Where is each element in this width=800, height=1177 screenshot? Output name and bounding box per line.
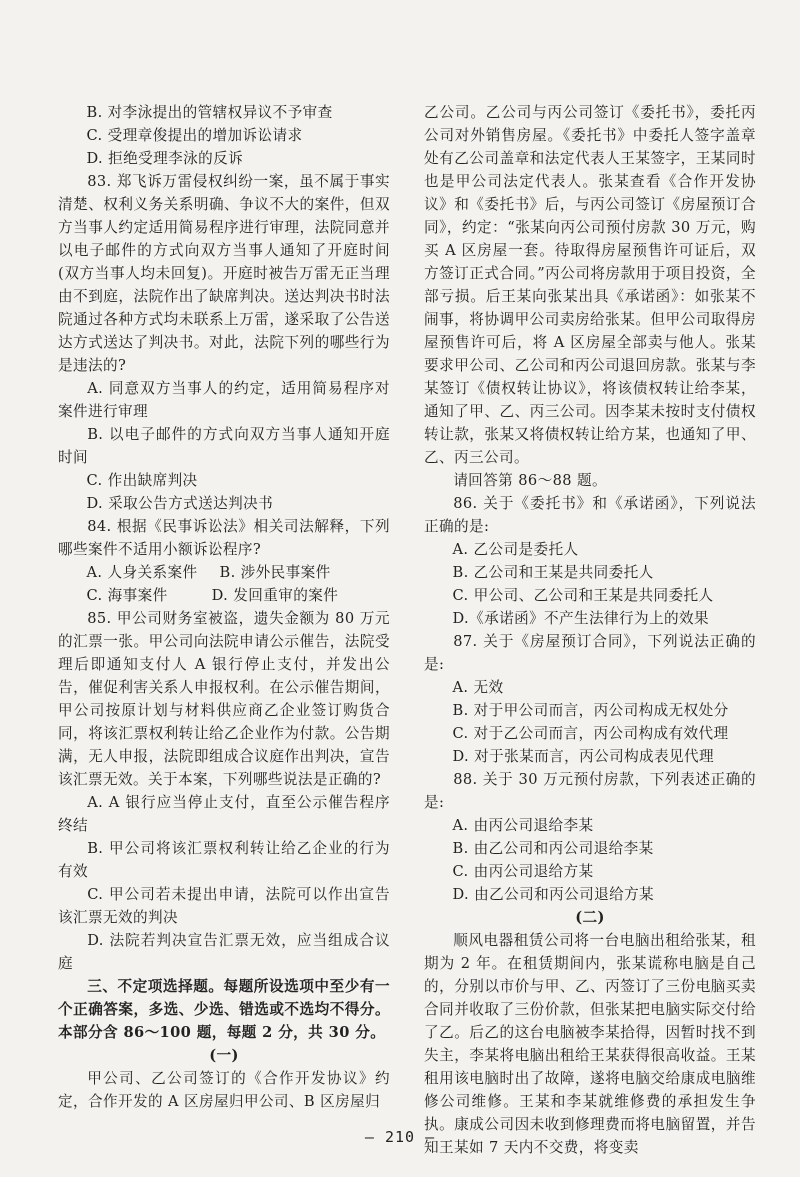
question-88: 88. 关于 30 万元预付房款，下列表述正确的是: bbox=[424, 771, 756, 811]
option-text: D. 对于张某而言，丙公司构成表见代理 bbox=[452, 748, 715, 765]
question-83: 83. 郑飞诉万雷侵权纠纷一案，虽不属于事实清楚、权利义务关系明确、争议不大的案件，但双方当事人约定适用简易程序进行审理，法院同意并以电子邮件的方式向双方当事人通知了开庭时间(双方当事人均未回复)。开庭时被告万雷无正当理由不到庭，法院作出了缺席判决。送达判决书时法院通过各种方式均未联系上万雷，遂采取了公告送达方式送达了判决书。对此，法院下列的哪些行为是违法的? bbox=[58, 173, 390, 374]
section-heading: 三、不定项选择题。每题所设选项中至少有一个正确答案，多选、少选、错选或不选均不得分。本部分含 86～100 题，每题 2 分，共 30 分。 bbox=[58, 978, 390, 1041]
option-text: D. 法院若判决宣告汇票无效，应当组成合议庭 bbox=[58, 932, 390, 972]
option-text: C. 受理章俊提出的增加诉讼请求 bbox=[86, 127, 303, 144]
option-text: A. A 银行应当停止支付，直至公示催告程序终结 bbox=[58, 794, 390, 834]
option-text: B. 由乙公司和丙公司退给李某 bbox=[452, 840, 654, 857]
option-text: B. 乙公司和王某是共同委托人 bbox=[452, 564, 654, 581]
option-text: D. 由乙公司和丙公司退给方某 bbox=[452, 886, 655, 903]
option-text: A. 乙公司是委托人 bbox=[452, 541, 579, 558]
question-85: 85. 甲公司财务室被盗，遗失金额为 80 万元的汇票一张。甲公司向法院申请公示催告，法院受理后即通知支付人 A 银行停止支付，并发出公告，催促利害关系人申报权利。在公示催告期间，甲公司按原计划与材料供应商乙企业签订购货合同，将该汇票权利转让给乙企业作为付款。公告期满，无人申报，法院即组成合议庭作出判决，宣告该汇票无效。关于本案，下列哪些说法是正确的? bbox=[58, 610, 390, 788]
option-text: A. 人身关系案件 bbox=[86, 564, 198, 581]
subsection-heading: (一) bbox=[209, 1047, 239, 1064]
case-text: 乙公司。乙公司与丙公司签订《委托书》，委托丙公司对外销售房屋。《委托书》中委托人签字盖章处有乙公司盖章和法定代表人王某签字，王某同时也是甲公司法定代表人。张某查看《合作开发协议》和《委托书》后，与丙公司签订《房屋预订合同》，约定：“张某向丙公司预付房款 30 万元，购买 A 区房屋一套。待取得房屋预售许可证后，双方签订正式合同。”丙公司将房款用于项目投资，全部亏损。后王某向张某出具《承诺函》：如张某不闹事，将协调甲公司卖房给张某。但甲公司取得房屋预售许可后，将 A 区房屋全部卖与他人。张某要求甲公司、乙公司和丙公司退回房款。张某与李某签订《债权转让协议》，将该债权转让给李某，通知了甲、乙、丙三公司。因李某未按时支付债权转让款，张某又将债权转让给方某，也通知了甲、乙、丙三公司。 bbox=[424, 104, 756, 466]
option-text: A. 由丙公司退给李某 bbox=[452, 817, 594, 834]
option-text: C. 作出缺席判决 bbox=[86, 472, 198, 489]
option-text: D. 拒绝受理李泳的反诉 bbox=[86, 150, 244, 167]
option-text: C. 甲公司、乙公司和王某是共同委托人 bbox=[452, 587, 714, 604]
question-87: 87. 关于《房屋预订合同》，下列说法正确的是: bbox=[424, 633, 756, 673]
case-text: 顺风电器租赁公司将一台电脑出租给张某，租期为 2 年。在租赁期间内，张某谎称电脑是自己的，分别以市价与甲、乙、丙签订了三份电脑买卖合同并收取了三份价款，但张某把电脑实际交付给了乙。后乙的这台电脑被李某拾得，因暂时找不到失主，李某将电脑出租给王某获得很高收益。王某租用该电脑时出了故障，遂将电脑交给康成电脑维修公司维修。王某和李某就维修费的承担发生争执。康成公司因未收到修理费而将电脑留置，并告知王某如 7 天内不交费，将变卖 bbox=[424, 932, 756, 1156]
option-text: B. 甲公司将该汇票权利转让给乙企业的行为有效 bbox=[58, 840, 390, 880]
instruction-text: 请回答第 86～88 题。 bbox=[453, 472, 607, 489]
option-text: A. 无效 bbox=[452, 679, 504, 696]
option-text: B. 以电子邮件的方式向双方当事人通知开庭时间 bbox=[58, 426, 390, 466]
option-text: C. 由丙公司退给方某 bbox=[452, 863, 594, 880]
option-text: D. 发回重审的案件 bbox=[211, 587, 339, 604]
option-text: C. 对于乙公司而言，丙公司构成有效代理 bbox=[452, 725, 729, 742]
option-row bbox=[58, 584, 390, 607]
case-text: 甲公司、乙公司签订的《合作开发协议》约定，合作开发的 A 区房屋归甲公司、B 区房屋归 bbox=[58, 1070, 390, 1110]
left-column bbox=[58, 101, 390, 1113]
option-text: B. 对李泳提出的管辖权异议不予审查 bbox=[86, 104, 333, 121]
option-text: B. 涉外民事案件 bbox=[219, 564, 331, 581]
page-number: — 210 — bbox=[364, 1128, 436, 1146]
option-text: A. 同意双方当事人的约定，适用简易程序对案件进行审理 bbox=[58, 380, 390, 420]
question-86: 86. 关于《委托书》和《承诺函》，下列说法正确的是: bbox=[424, 495, 756, 535]
option-text: D.《承诺函》不产生法律行为上的效果 bbox=[452, 610, 709, 627]
right-column bbox=[424, 101, 756, 1159]
question-84: 84. 根据《民事诉讼法》相关司法解释，下列哪些案件不适用小额诉讼程序? bbox=[58, 518, 390, 558]
subsection-heading: (二) bbox=[575, 909, 605, 926]
option-text: D. 采取公告方式送达判决书 bbox=[86, 495, 274, 512]
option-text: B. 对于甲公司而言，丙公司构成无权处分 bbox=[452, 702, 729, 719]
option-text: C. 海事案件 bbox=[86, 587, 168, 604]
option-text: C. 甲公司若未提出申请，法院可以作出宣告该汇票无效的判决 bbox=[58, 886, 390, 926]
option-row bbox=[58, 561, 390, 584]
